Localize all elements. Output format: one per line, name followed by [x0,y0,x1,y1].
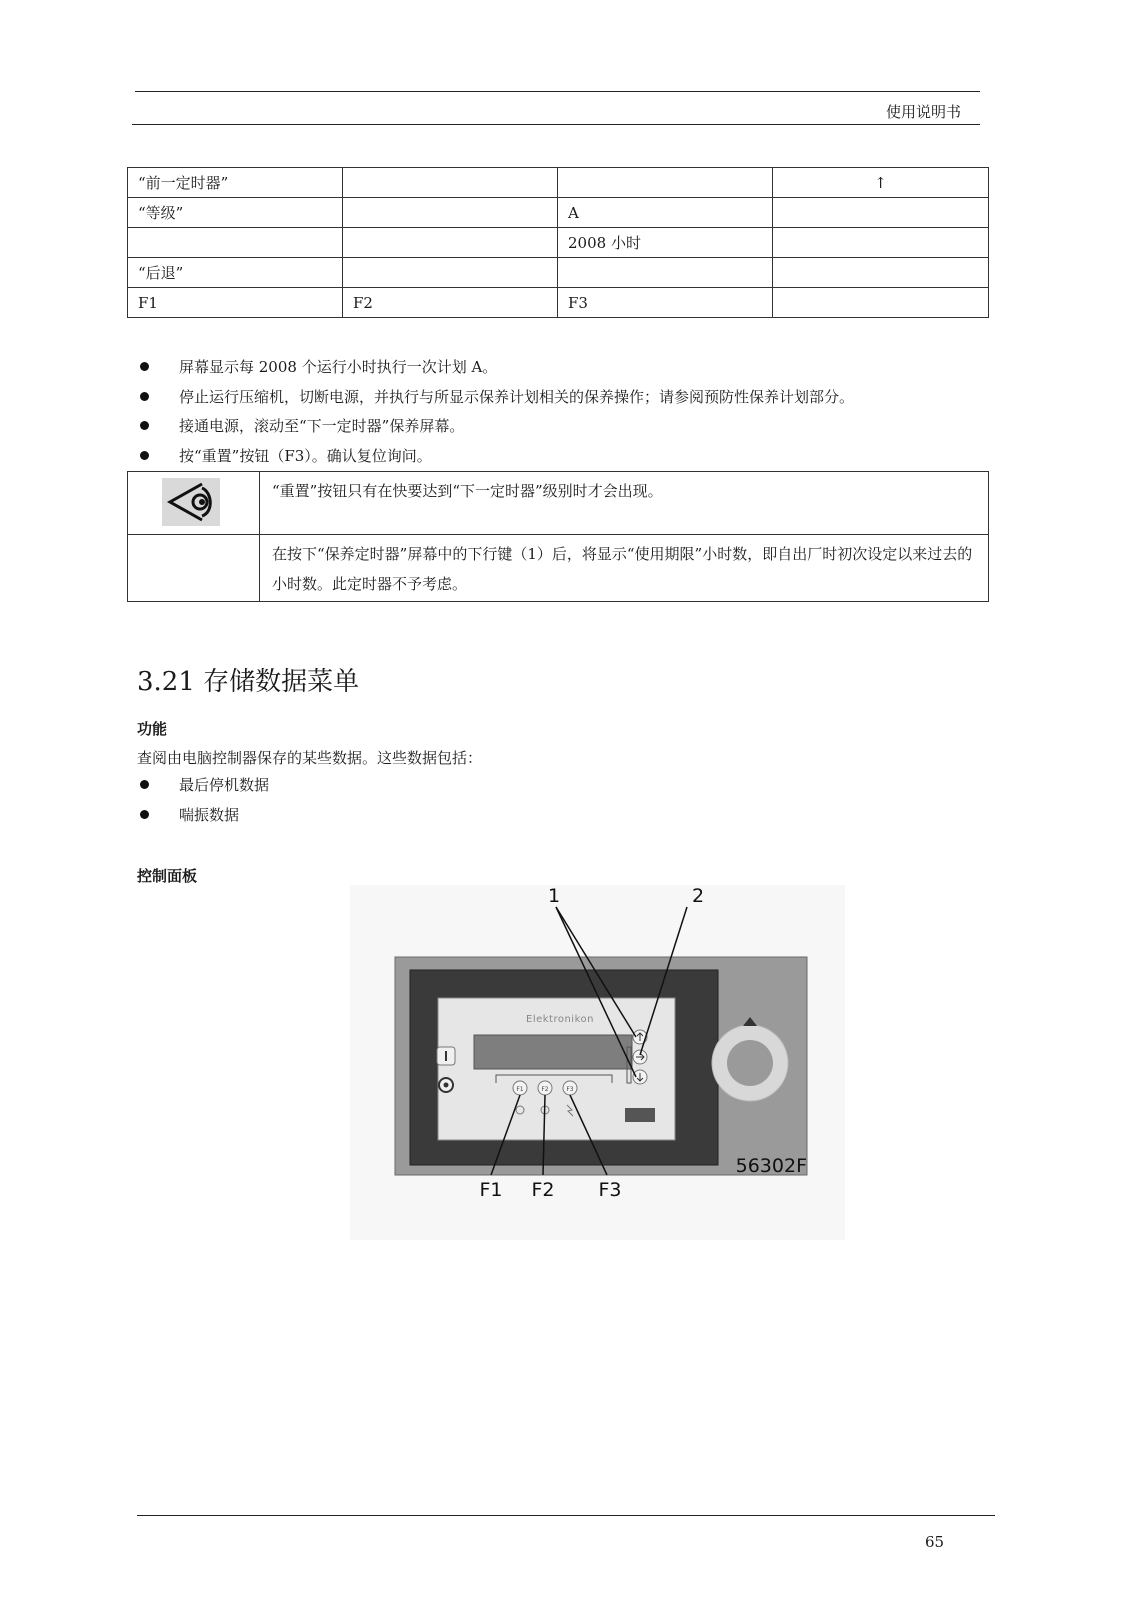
control-panel-figure [350,885,845,1240]
table-cell: “等级” [128,198,343,228]
header-rule-bottom [132,124,980,125]
f1-callout: F1 [479,1179,503,1201]
list-item-text: 停止运行压缩机，切断电源，并执行与所显示保养计划相关的保养操作；请参阅预防性保养计划部分。 [179,387,855,406]
section-heading: 3.21 存储数据菜单 [137,667,360,697]
note-text: “重置”按钮只有在快要达到“下一定时器”级别时才会出现。 [260,472,989,535]
table-row [128,228,989,258]
table-cell: 2008 小时 [558,228,773,258]
figure-code: 56302F [735,1155,807,1177]
f2-key-label: F2 [541,1086,549,1093]
steps-list [136,352,854,470]
table-cell: “后退” [128,258,343,288]
page-number: 65 [925,1533,945,1551]
table-cell [343,168,558,198]
callout-2: 2 [691,885,705,907]
header-rule-top [135,91,980,92]
bullet-icon [140,451,149,460]
list-item [136,411,854,441]
note-icon-cell [128,535,260,602]
note-icon-cell [128,472,260,535]
note-row [128,472,989,535]
list-item [136,441,854,471]
list-item [136,800,269,830]
arrow-up-cell: ↑ [773,168,989,198]
table-cell [343,198,558,228]
control-panel-heading: 控制面板 [137,867,198,885]
f3-callout: F3 [598,1179,622,1201]
table-row [128,258,989,288]
table-cell [558,258,773,288]
f3-key-label: F3 [566,1086,574,1093]
table-cell: F2 [343,288,558,318]
list-item-text: 喘振数据 [179,805,240,824]
note-text: 在按下“保养定时器”屏幕中的下行键（1）后，将显示“使用期限”小时数，即自出厂时初次设定以来过去的小时数。此定时器不予考虑。 [260,535,989,602]
brand-logo [625,1108,655,1122]
table-row [128,168,989,198]
lcd-display [474,1035,632,1069]
notes-table [127,471,989,602]
table-row [128,288,989,318]
bullet-icon [140,780,149,789]
table-cell [343,258,558,288]
table-row [128,198,989,228]
callout-1: 1 [547,885,561,907]
table-cell [128,228,343,258]
list-item-text: 最后停机数据 [179,776,270,795]
note-row [128,535,989,602]
data-list [136,770,269,829]
table-cell: F3 [558,288,773,318]
list-item-text: 屏幕显示每 2008 个运行小时执行一次计划 A。 [179,358,498,377]
table-cell: “前一定时器” [128,168,343,198]
function-heading: 功能 [137,720,168,738]
table-cell [558,168,773,198]
table-cell [773,228,989,258]
table-cell: F1 [128,288,343,318]
list-item-text: 按“重置”按钮（F3）。确认复位询问。 [179,446,432,465]
list-item [136,382,854,412]
brand-name: Elektronikon [526,1014,594,1025]
list-item [136,352,854,382]
eye-icon [162,478,220,526]
f1-key-label: F1 [516,1086,524,1093]
document-title: 使用说明书 [885,103,961,121]
bullet-icon [140,810,149,819]
bullet-icon [140,362,149,371]
function-description: 查阅由电脑控制器保存的某些数据。这些数据包括： [137,749,483,767]
table-cell [343,228,558,258]
table-cell: A [558,198,773,228]
table-cell [773,288,989,318]
table-cell [773,258,989,288]
table-cell [773,198,989,228]
footer-rule [137,1515,995,1516]
list-item [136,770,269,800]
bullet-icon [140,392,149,401]
bullet-icon [140,421,149,430]
list-item-text: 接通电源，滚动至“下一定时器”保养屏幕。 [179,417,465,436]
f2-callout: F2 [531,1179,555,1201]
timer-table [127,167,989,318]
